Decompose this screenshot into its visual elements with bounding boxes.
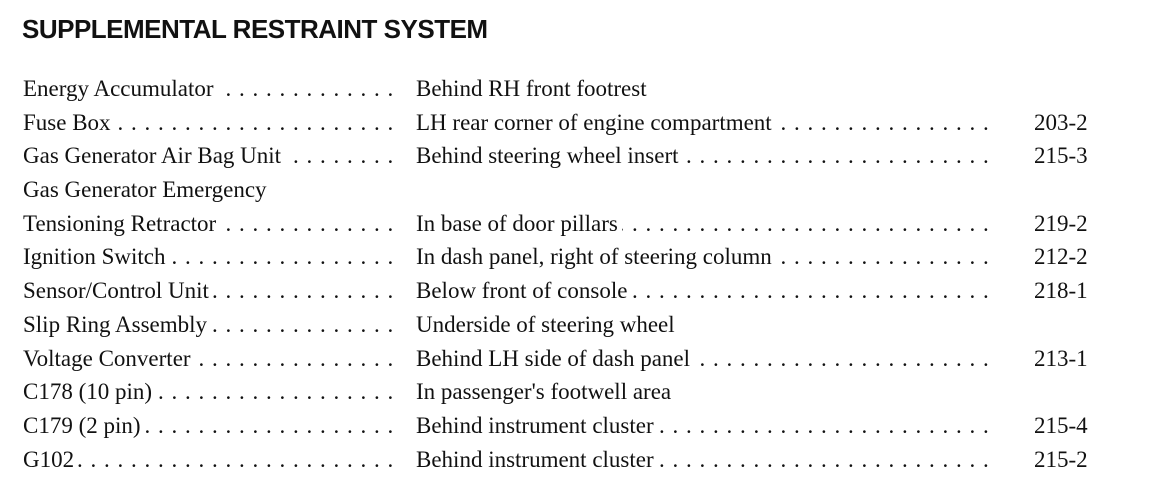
location-cell <box>416 240 992 274</box>
location-text: In dash panel, right of steering column <box>416 244 776 269</box>
location-cell <box>416 72 992 106</box>
location-cell <box>416 106 992 140</box>
component-name: Voltage Converter <box>23 346 195 371</box>
location-text: Behind steering wheel insert <box>416 143 683 168</box>
location-text: Behind RH front footrest <box>416 76 651 101</box>
location-cell <box>416 375 992 409</box>
component-name: Slip Ring Assembly <box>23 312 211 337</box>
location-cell <box>416 173 992 207</box>
table-row <box>0 409 1152 443</box>
table-row <box>0 240 1152 274</box>
table-row <box>0 139 1152 173</box>
component-cell <box>23 375 393 409</box>
component-name: Ignition Switch <box>23 244 169 269</box>
table-row <box>0 308 1152 342</box>
location-text: Below front of console <box>416 278 631 303</box>
location-text: In passenger's footwell area <box>416 379 675 404</box>
page-cell <box>1034 207 1124 241</box>
component-name: Fuse Box <box>23 110 115 135</box>
location-text: Behind instrument cluster <box>416 447 658 472</box>
page-ref: 215-4 <box>1034 412 1088 438</box>
component-cell <box>23 308 393 342</box>
table-row <box>0 375 1152 409</box>
component-name: Energy Accumulator <box>23 76 218 101</box>
location-text: Behind instrument cluster <box>416 413 658 438</box>
location-cell <box>416 207 992 241</box>
page-ref: 215-3 <box>1034 143 1088 169</box>
component-cell <box>23 207 393 241</box>
section-title: SUPPLEMENTAL RESTRAINT SYSTEM <box>22 14 488 44</box>
page-ref: 215-2 <box>1034 446 1088 472</box>
location-cell <box>416 342 992 376</box>
component-cell <box>23 409 393 443</box>
component-cell <box>23 443 393 477</box>
table-row <box>0 207 1152 241</box>
location-text <box>416 177 420 202</box>
table-row <box>0 342 1152 376</box>
table-row <box>0 173 1152 207</box>
component-cell <box>23 240 393 274</box>
location-text: In base of door pillars <box>416 211 622 236</box>
component-name: C178 (10 pin) <box>23 379 156 404</box>
page-ref: 218-1 <box>1034 278 1088 304</box>
table-row <box>0 274 1152 308</box>
table-row <box>0 106 1152 140</box>
page-cell <box>1034 443 1124 477</box>
component-cell <box>23 173 393 207</box>
page-cell <box>1034 106 1124 140</box>
component-name: G102 <box>23 447 78 472</box>
page-cell <box>1034 240 1124 274</box>
component-cell <box>23 342 393 376</box>
page-ref: 212-2 <box>1034 244 1088 270</box>
page-cell <box>1034 342 1124 376</box>
page-ref: 213-1 <box>1034 345 1088 371</box>
component-name: Tensioning Retractor <box>23 211 220 236</box>
location-text: Behind LH side of dash panel <box>416 346 694 371</box>
component-location-table <box>0 72 1152 476</box>
component-cell <box>23 139 393 173</box>
table-row <box>0 443 1152 477</box>
component-name: C179 (2 pin) <box>23 413 145 438</box>
component-name: Gas Generator Emergency <box>23 177 271 202</box>
component-cell <box>23 106 393 140</box>
location-cell <box>416 443 992 477</box>
component-name: Gas Generator Air Bag Unit <box>23 143 285 168</box>
location-text: Underside of steering wheel <box>416 312 679 337</box>
page-ref: 203-2 <box>1034 109 1088 135</box>
table-row <box>0 72 1152 106</box>
location-cell <box>416 409 992 443</box>
location-cell <box>416 274 992 308</box>
component-cell <box>23 274 393 308</box>
page-ref: 219-2 <box>1034 210 1088 236</box>
page-cell <box>1034 409 1124 443</box>
component-cell <box>23 72 393 106</box>
location-text: LH rear corner of engine compartment <box>416 110 776 135</box>
component-name: Sensor/Control Unit <box>23 278 213 303</box>
page-cell <box>1034 139 1124 173</box>
location-cell <box>416 139 992 173</box>
location-cell <box>416 308 992 342</box>
page-cell <box>1034 274 1124 308</box>
